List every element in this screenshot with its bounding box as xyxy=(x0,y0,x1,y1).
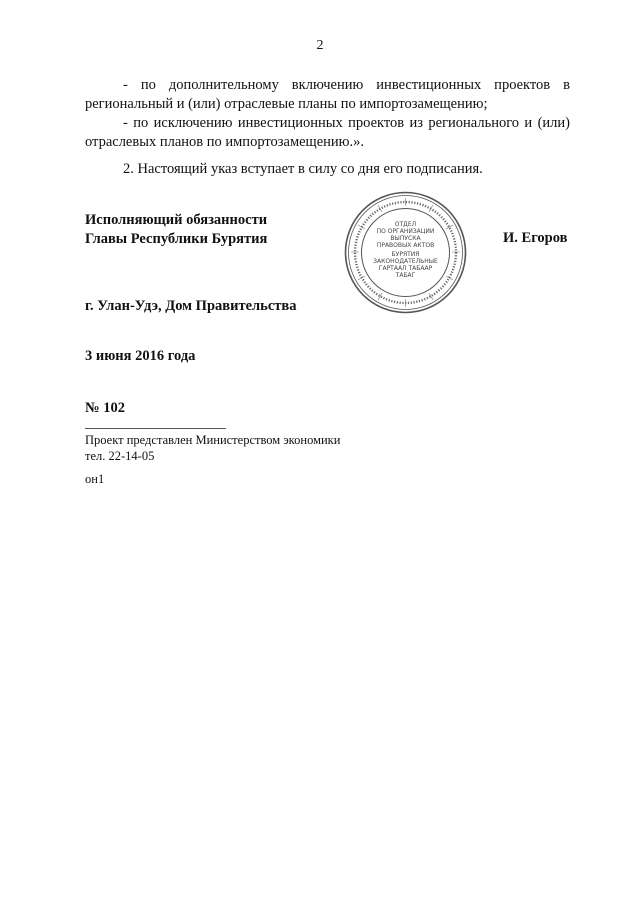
signing-place: г. Улан-Удэ, Дом Правительства xyxy=(85,298,297,314)
seal-line: ГАРТААЛ ТАБААР xyxy=(378,265,433,272)
decree-number: № 102 xyxy=(85,400,125,416)
footnote-line: тел. 22-14-05 xyxy=(85,449,155,463)
seal-inner-text xyxy=(373,221,438,279)
list-item: - по исключению инвестиционных проектов из регионального и (или) отраслевых планов по импортозамещению.». xyxy=(85,115,570,150)
decree-clause xyxy=(85,160,570,179)
signatory-title-line: Главы Республики Бурятия xyxy=(85,231,268,247)
signing-date: 3 июня 2016 года xyxy=(85,348,196,364)
seal-line: ВЫПУСКА xyxy=(390,235,421,242)
seal-line: ОТДЕЛ xyxy=(394,221,417,228)
official-seal xyxy=(343,190,468,315)
footnote xyxy=(85,432,340,464)
seal-line: БУРЯТИЯ xyxy=(391,251,420,258)
clause-text: 2. Настоящий указ вступает в силу со дня его подписания. xyxy=(123,161,483,177)
list-item: - по дополнительному включению инвестиционных проектов в региональный и (или) отраслевые планы по импортозамещению; xyxy=(85,77,570,112)
document-code: он1 xyxy=(85,472,105,486)
signatory-name: И. Егоров xyxy=(503,230,568,246)
seal-line: ПРАВОВЫХ АКТОВ xyxy=(376,242,435,249)
signatory-title xyxy=(85,211,267,249)
footnote-line: Проект представлен Министерством экономики xyxy=(85,433,341,447)
seal-line: ТАБАГ xyxy=(395,272,416,279)
page-number: 2 xyxy=(316,38,324,53)
footnote-divider xyxy=(85,428,226,429)
list-block xyxy=(85,76,570,152)
seal-line: ЗАКОНОДАТЕЛЬНЫЕ xyxy=(373,258,438,265)
signatory-title-line: Исполняющий обязанности xyxy=(85,212,268,228)
seal-line: ПО ОРГАНИЗАЦИИ xyxy=(376,228,435,235)
